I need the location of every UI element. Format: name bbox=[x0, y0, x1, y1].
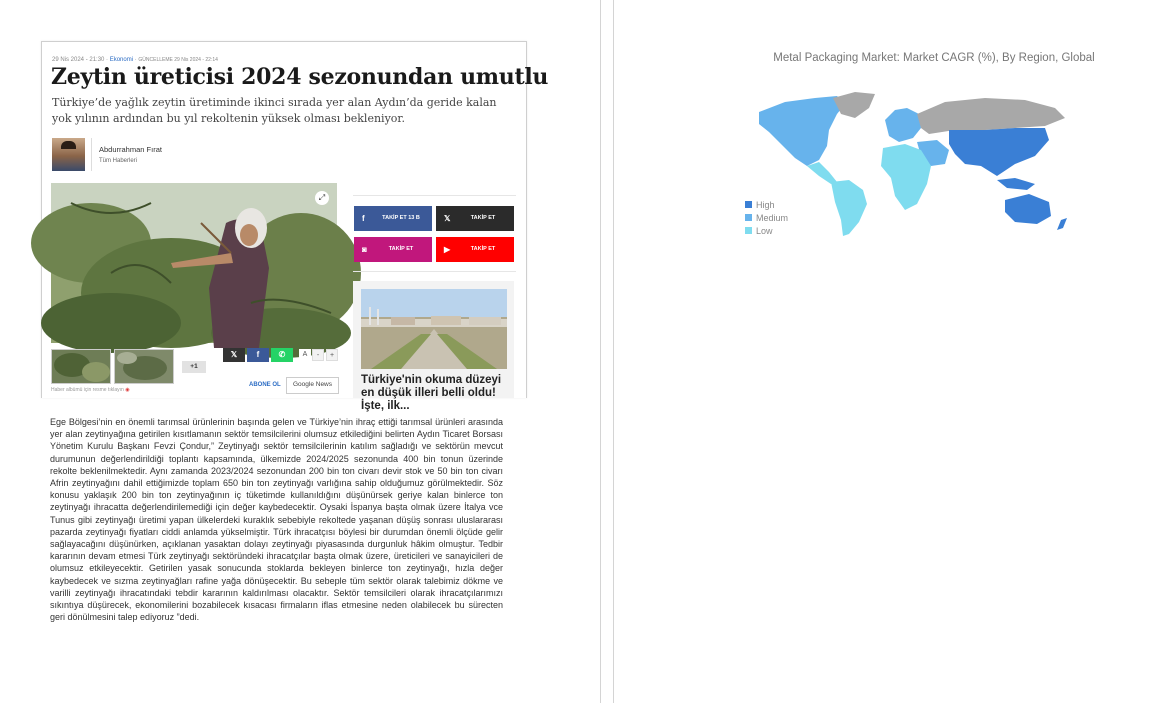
related-article-title[interactable]: Türkiye'nin okuma düzeyi en düşük illeri belli oldu! İşte, ilk... bbox=[361, 374, 502, 412]
facebook-icon: f bbox=[362, 214, 365, 223]
thumbnail-2[interactable] bbox=[114, 349, 174, 384]
font-decrease-button[interactable]: - bbox=[312, 349, 324, 361]
map-region-north-america bbox=[759, 96, 845, 166]
share-x-button[interactable] bbox=[223, 348, 245, 362]
x-icon: 𝕏 bbox=[444, 214, 451, 223]
thumbnail-1[interactable] bbox=[51, 349, 111, 384]
related-article-image[interactable] bbox=[361, 289, 507, 369]
photo-thumbnails bbox=[51, 349, 221, 383]
map-region-europe bbox=[885, 108, 921, 142]
map-region-australia bbox=[1005, 194, 1051, 224]
olive-harvest-photo bbox=[51, 183, 337, 343]
legend-swatch-medium bbox=[745, 214, 752, 221]
author-divider bbox=[91, 138, 92, 171]
facebook-icon: f bbox=[256, 350, 260, 359]
article-card bbox=[41, 41, 549, 412]
legend-item-low: Low bbox=[745, 226, 788, 239]
follow-instagram-button[interactable]: ◙ TAKİP ET bbox=[354, 237, 432, 262]
city-square-image bbox=[361, 289, 507, 369]
follow-youtube-button[interactable]: ▶ TAKİP ET bbox=[436, 237, 514, 262]
instagram-icon: ◙ bbox=[362, 245, 367, 254]
article-meta: 29 Nis 2024 - 21:30 · Ekonomi · GÜNCELLEME 29 Nis 2024 - 22:14 bbox=[52, 57, 218, 63]
legend-swatch-low bbox=[745, 227, 752, 234]
page-title: Zeytin üreticisi 2024 sezonundan umutlu bbox=[51, 64, 549, 90]
panel-divider-left bbox=[600, 0, 601, 703]
article-updated: GÜNCELLEME 29 Nis 2024 - 22:14 bbox=[138, 57, 218, 63]
expand-icon[interactable]: ⤢ bbox=[315, 191, 329, 205]
article-summary: Türkiye’de yağlık zeytin üretiminde ikinci sırada yer alan Aydın’da geride kalan yok yılının ardından bu yıl rekoltenin yüksek olması bekleniyor. bbox=[52, 96, 497, 125]
font-size-label: A bbox=[299, 349, 311, 361]
main-photo[interactable] bbox=[51, 183, 337, 343]
thumbnail-image bbox=[115, 350, 173, 383]
map-region-asia bbox=[949, 128, 1049, 176]
author-block[interactable] bbox=[52, 138, 212, 174]
share-facebook-button[interactable] bbox=[247, 348, 269, 362]
article-category[interactable]: Ekonomi bbox=[109, 57, 134, 63]
related-article-card[interactable] bbox=[353, 281, 514, 412]
follow-x-button[interactable]: 𝕏 TAKİP ET bbox=[436, 206, 514, 231]
share-whatsapp-button[interactable] bbox=[271, 348, 293, 362]
social-top-divider bbox=[353, 195, 516, 196]
photo-caption: Haber albümü için resme tıklayın ◉ bbox=[51, 387, 130, 393]
legend-swatch-high bbox=[745, 201, 752, 208]
social-follow-grid bbox=[354, 206, 516, 264]
author-all-news-link[interactable]: Tüm Haberleri bbox=[99, 158, 138, 164]
whatsapp-icon: ✆ bbox=[278, 350, 286, 359]
follow-facebook-button[interactable]: f TAKİP ET 13 B bbox=[354, 206, 432, 231]
avatar[interactable] bbox=[52, 138, 85, 171]
world-map bbox=[745, 84, 1115, 239]
font-increase-button[interactable]: + bbox=[326, 349, 338, 361]
legend-item-medium: Medium bbox=[745, 213, 788, 226]
thumbnail-image bbox=[52, 350, 110, 383]
article-body: Ege Bölgesi’nin en önemli tarımsal ürünlerinin başında gelen ve Türkiye’nin ihraç ettiği tarımsal ürünleri arasında yer alan zeytinyağına getirilen kısıtlamanın sektör temsilcilerini olumsuz etkilediğini belirten Aydın Ticaret Borsası Yönetim Kurulu Başkanı Fevzi Çondur,” Zeytinyağı sektör temsilcilerinin katılım sağladığı ve sektörün mevcut durumunun değerlendirildiği toplantı kapsamında, ülkemizde 2024/2025 sezonunda 400 bin tonun üzerinde rekolte beklenilmektedir. Aynı zamanda 2023/2024 sezonundan 200 bin ton civarı devir stok ve 50 bin ton civarı Afrin zeytinyağını dahil ettiğimizde toplam 650 bin ton zeytinyağı varlığına sahip olduğumuz görülmektedir. Söz konusu yaklaşık 200 bin ton zeytinyağının iç tüketimde kullanıldığını düşünürsek geriye kalan binlerce ton zeytinyağı ihracatta değerlendirilemediği için değer kaybedecektir. Oysaki İspanya başta olmak üzere İtalya vce Tunus gibi zeytinyağı üretimi yapan ülkelerdeki kuraklık sebebiyle rekoltede yaşanan düşüş sonrası uluslararası pazarda zeytinyağı fiyatları ciddi anlamda yükselmiştir. Türk ihracatçısı böylesi bir durumdan önemli ölçüde gelir sağlayacağını düşünürken, açıklanan yasaktan dolayı zeytinyağı piyasasında durgunluk hâkim olmuştur. Tedbir kararının devam etmesi Türk zeytinyağı sektöründeki ihracatçılar başta olmak üzere, üreticileri ve sanayicileri de olumsuz etkileyecektir. Getirilen yasak sonucunda stoklarda bekleyen binlerce ton zeytinyağı, hızla değer kaybedecek ve sızma zeytinyağları rafine yağa dönüşecektir. Bu sebeple tüm sektör olarak talebimiz dökme ve varilli zeytinyağı ihracatındaki tebdir kararının kaldırılması olacaktır. Sektör temsilcileri olarak ihracatçılarımızı sıkıntıya düşürecek, ekonomilerini bozabilecek kısacası firmaların iflas etmesine neden olabilecek bu sürecten geri dönülmesini talep ediyoruz ”dedi. bbox=[50, 417, 503, 623]
map-region-greenland bbox=[833, 92, 875, 118]
chart-title: Metal Packaging Market: Market CAGR (%), By Region, Global bbox=[773, 52, 1095, 64]
legend-item-high: High bbox=[745, 200, 788, 213]
x-icon: 𝕏 bbox=[230, 350, 238, 359]
map-region-new-zealand bbox=[1057, 218, 1067, 230]
youtube-icon: ▶ bbox=[444, 245, 451, 254]
share-bar bbox=[223, 348, 338, 362]
panel-divider-right bbox=[613, 0, 614, 703]
subscribe-link[interactable]: ABONE OL bbox=[249, 382, 281, 388]
chart-legend bbox=[745, 200, 788, 239]
map-region-south-america bbox=[831, 180, 867, 236]
social-bottom-divider bbox=[353, 271, 516, 272]
map-region-southeast-asia bbox=[997, 178, 1035, 190]
camera-icon: ◉ bbox=[125, 387, 130, 393]
more-photos-count[interactable]: +1 bbox=[182, 361, 206, 373]
author-name[interactable]: Abdurrahman Fırat bbox=[99, 145, 162, 154]
article-date: 29 Nis 2024 - 21:30 bbox=[52, 57, 105, 63]
google-news-button[interactable]: Google News bbox=[286, 377, 339, 394]
map-region-central-america bbox=[807, 162, 837, 184]
